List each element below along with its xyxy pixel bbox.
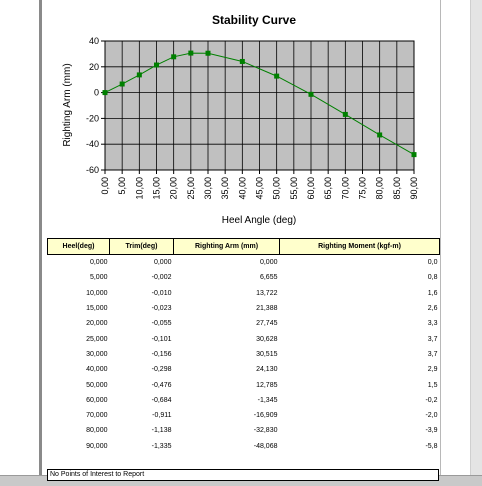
data-point [309,92,314,97]
x-tick-label: 45,00 [254,177,265,200]
cell-righting-moment: 3,7 [427,335,438,343]
cell-heel: 40,000 [86,366,108,374]
x-tick-label: 50,00 [271,177,282,200]
cell-righting-arm: 30,515 [256,350,278,358]
cell-righting-moment: -3,9 [425,427,438,435]
x-tick-label: 30,00 [203,177,213,200]
cell-heel: 10,000 [86,289,108,297]
cell-righting-arm: 13,722 [256,289,278,297]
cell-righting-arm: 27,745 [256,320,278,328]
cell-heel: 15,000 [86,305,108,313]
cell-righting-moment: 3,3 [427,320,438,328]
cell-trim: -0,911 [152,412,172,420]
x-tick-label: 35,00 [220,177,231,200]
x-axis-ticks [100,170,419,200]
table-row [48,255,440,271]
table-row [48,316,440,331]
table-row [48,331,440,346]
data-point [171,54,176,59]
y-tick-label: 0 [93,87,99,98]
cell-heel: 70,000 [86,412,108,420]
header-righting-moment: Righting Moment (kgf-m) [280,239,440,255]
y-tick-label: -20 [85,113,99,124]
table-row [48,347,440,362]
x-tick-label: 20,00 [168,177,179,200]
x-tick-label: 65,00 [323,177,334,200]
cell-righting-moment: 1,5 [427,381,438,389]
cell-heel: 80,000 [86,427,108,435]
table-row [48,408,440,423]
header-heel: Heel(deg) [48,239,110,255]
cell-trim: -0,298 [151,366,172,374]
x-tick-label: 25,00 [185,177,196,200]
cell-heel: 20,000 [86,320,108,328]
table-row [48,286,440,301]
cell-trim: -0,055 [151,320,172,328]
cell-heel: 30,000 [86,350,108,358]
cell-heel: 60,000 [86,396,108,404]
cell-righting-moment: -0,2 [425,396,438,404]
cell-righting-moment: 1,6 [427,289,438,297]
x-tick-label: 0,00 [100,177,110,195]
cell-righting-arm: -48,068 [253,442,278,450]
table-row [48,362,440,377]
x-tick-label: 40,00 [237,177,248,200]
cell-righting-arm: 6,655 [259,274,278,282]
data-point [377,132,382,137]
table-row [48,270,440,285]
y-axis-ticks [86,36,105,175]
cell-righting-moment: 0,0 [427,259,438,267]
data-point [103,90,108,95]
x-tick-label: 85,00 [391,177,402,200]
cell-heel: 0,000 [89,259,108,267]
x-tick-label: 75,00 [357,177,368,200]
cell-trim: 0,000 [153,259,172,267]
cell-righting-arm: -1,345 [257,396,278,404]
data-point [412,152,417,157]
data-point [154,63,159,68]
results-table-container [47,238,439,454]
y-tick-label: -40 [85,139,99,150]
chart-title: Stability Curve [211,13,297,27]
results-table [47,238,440,454]
data-point [240,59,245,64]
vertical-scrollbar[interactable] [470,0,482,475]
data-point [206,51,211,56]
cell-trim: -0,023 [151,305,172,313]
header-righting-arm: Righting Arm (mm) [174,239,280,255]
cell-trim: -0,010 [151,289,172,297]
x-tick-label: 55,00 [288,177,299,200]
x-tick-label: 70,00 [340,177,351,200]
cell-righting-moment: -5,8 [425,442,438,450]
stability-chart [0,0,470,236]
cell-righting-moment: 2,9 [427,366,438,374]
cell-trim: -1,138 [151,427,172,435]
cell-trim: -0,156 [151,350,172,358]
data-point [343,112,348,117]
y-tick-label: 40 [88,36,99,46]
cell-righting-arm: -32,830 [253,427,278,435]
cell-trim: -1,335 [151,442,172,450]
cell-righting-arm: 0,000 [259,259,278,267]
cell-trim: -0,002 [151,274,172,282]
data-point [120,82,125,87]
table-row [48,393,440,408]
cell-righting-arm: -16,909 [253,412,278,420]
cell-heel: 5,000 [89,274,108,282]
table-header-row [48,239,440,255]
table-body [48,255,440,454]
table-row [48,439,440,454]
data-point [188,51,193,56]
cell-righting-arm: 24,130 [256,366,278,374]
data-point [274,74,279,79]
x-axis-label: Heel Angle (deg) [221,215,297,226]
table-row [48,423,440,438]
x-tick-label: 15,00 [151,177,162,200]
cell-trim: -0,476 [151,381,172,389]
cell-trim: -0,684 [151,396,172,404]
cell-righting-moment: 3,7 [427,350,438,358]
data-point [137,72,142,77]
points-of-interest-note: No Points of Interest to Report [47,469,439,481]
cell-heel: 50,000 [86,381,108,389]
cell-righting-arm: 30,628 [256,335,278,343]
cell-righting-moment: -2,0 [425,412,438,420]
cell-trim: -0,101 [151,335,172,343]
header-trim: Trim(deg) [110,239,174,255]
cell-righting-moment: 0,8 [427,274,438,282]
cell-righting-moment: 2,6 [427,305,438,313]
y-tick-label: 20 [88,61,99,72]
x-tick-label: 5,00 [117,177,128,195]
x-tick-label: 80,00 [374,177,385,200]
y-tick-label: -60 [85,165,99,175]
y-axis-label: Righting Arm (mm) [62,63,73,147]
x-tick-label: 90,00 [409,177,419,200]
table-row [48,301,440,316]
cell-heel: 90,000 [86,442,108,450]
x-tick-label: 10,00 [134,177,145,200]
cell-heel: 25,000 [86,335,108,343]
table-row [48,377,440,392]
cell-righting-arm: 21,388 [256,305,278,313]
cell-righting-arm: 12,785 [256,381,278,389]
x-tick-label: 60,00 [306,177,316,200]
